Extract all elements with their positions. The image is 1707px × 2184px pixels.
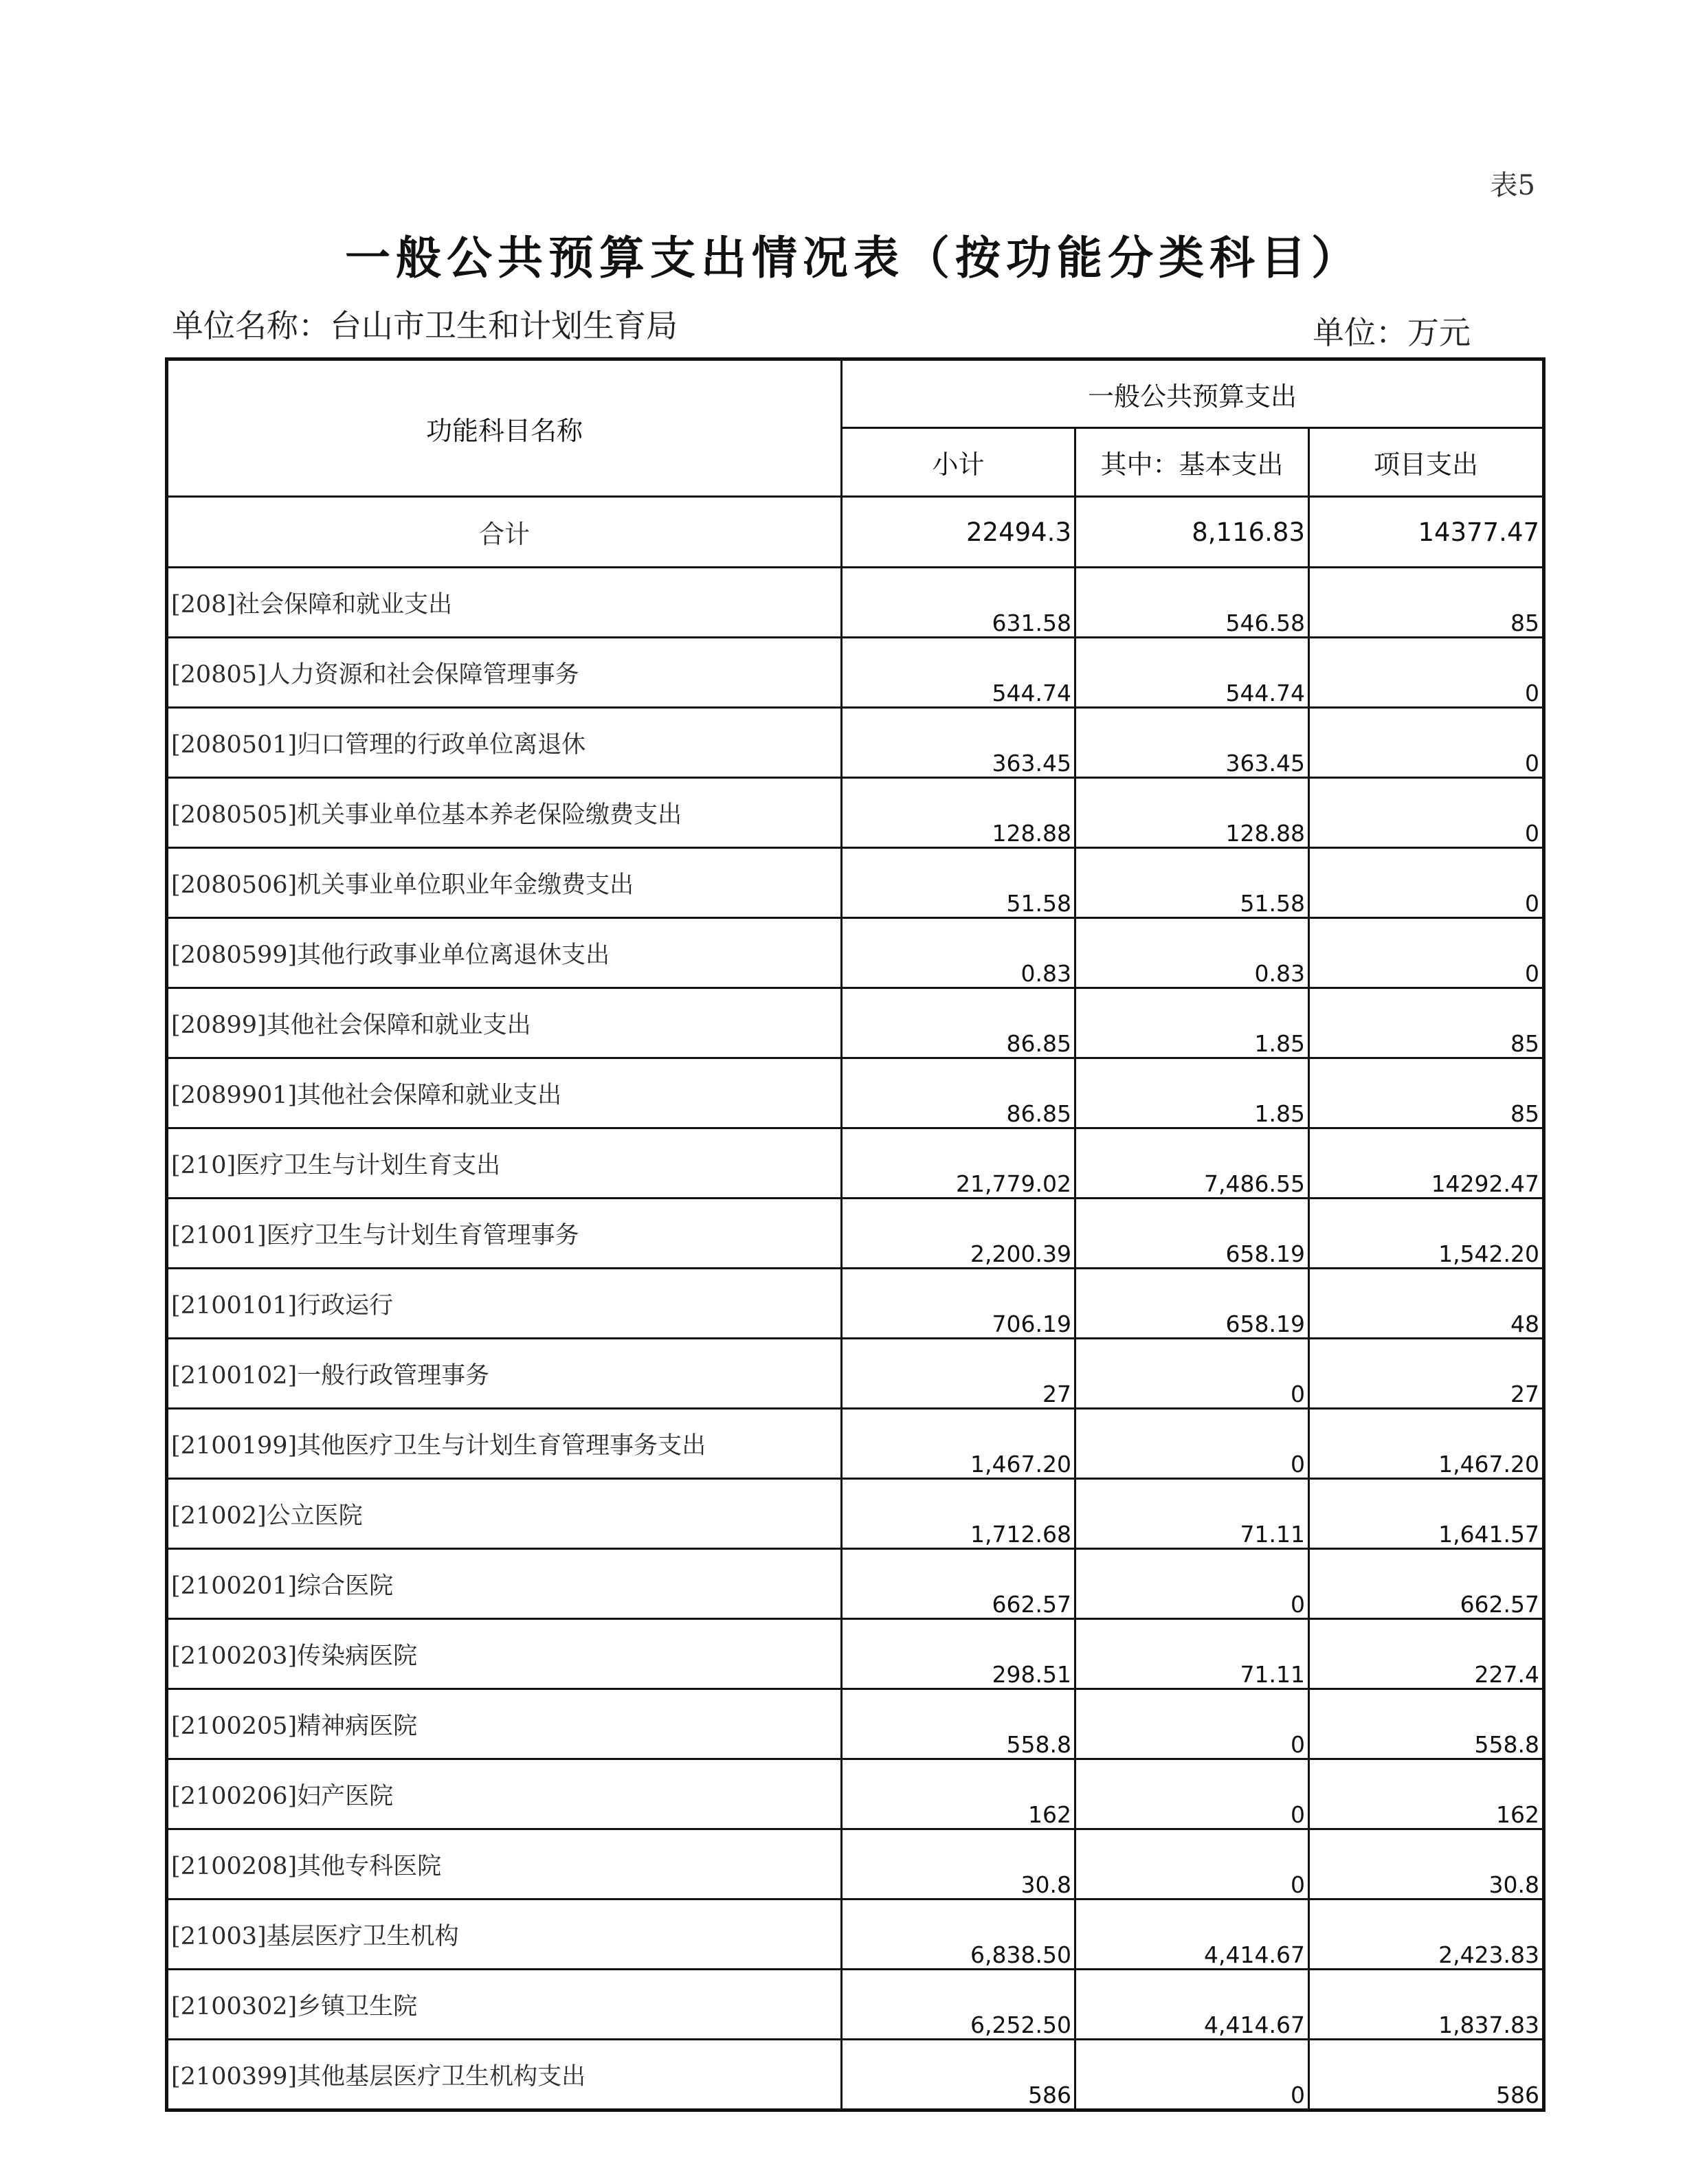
row-project: 0 <box>1309 918 1544 988</box>
table-row <box>167 1829 1544 1899</box>
row-basic: 7,486.55 <box>1075 1128 1309 1199</box>
row-project: 27 <box>1309 1339 1544 1409</box>
row-name: [2080501]归口管理的行政单位离退休 <box>167 708 842 778</box>
table-row <box>167 1199 1544 1269</box>
row-basic: 0 <box>1075 1829 1309 1899</box>
row-subtotal: 558.8 <box>842 1689 1075 1759</box>
row-subtotal: 86.85 <box>842 1058 1075 1128</box>
row-project: 0 <box>1309 778 1544 848</box>
row-subtotal: 6,838.50 <box>842 1899 1075 1970</box>
row-project: 30.8 <box>1309 1829 1544 1899</box>
row-name: [2080505]机关事业单位基本养老保险缴费支出 <box>167 778 842 848</box>
row-name: [21001]医疗卫生与计划生育管理事务 <box>167 1199 842 1269</box>
row-basic: 4,414.67 <box>1075 1970 1309 2040</box>
header-name: 功能科目名称 <box>167 359 842 497</box>
row-project: 586 <box>1309 2040 1544 2110</box>
row-name: [2100205]精神病医院 <box>167 1689 842 1759</box>
table-row <box>167 1970 1544 2040</box>
row-subtotal: 298.51 <box>842 1619 1075 1689</box>
row-subtotal: 706.19 <box>842 1269 1075 1339</box>
table-row <box>167 1619 1544 1689</box>
row-subtotal: 6,252.50 <box>842 1970 1075 2040</box>
row-basic: 658.19 <box>1075 1199 1309 1269</box>
table-row <box>167 638 1544 708</box>
row-basic: 0 <box>1075 1689 1309 1759</box>
table-row <box>167 1409 1544 1479</box>
row-basic: 71.11 <box>1075 1619 1309 1689</box>
row-subtotal: 631.58 <box>842 568 1075 638</box>
row-name: [21003]基层医疗卫生机构 <box>167 1899 842 1970</box>
row-name: [210]医疗卫生与计划生育支出 <box>167 1128 842 1199</box>
row-subtotal: 662.57 <box>842 1549 1075 1619</box>
total-project: 14377.47 <box>1309 497 1544 568</box>
table-row <box>167 1549 1544 1619</box>
row-name: [2100101]行政运行 <box>167 1269 842 1339</box>
row-basic: 658.19 <box>1075 1269 1309 1339</box>
table-row <box>167 778 1544 848</box>
row-subtotal: 128.88 <box>842 778 1075 848</box>
row-project: 162 <box>1309 1759 1544 1829</box>
table-number: 表5 <box>1490 170 1535 201</box>
table-row <box>167 1058 1544 1128</box>
row-basic: 51.58 <box>1075 848 1309 918</box>
row-name: [2100201]综合医院 <box>167 1549 842 1619</box>
row-project: 1,542.20 <box>1309 1199 1544 1269</box>
row-subtotal: 586 <box>842 2040 1075 2110</box>
row-basic: 1.85 <box>1075 1058 1309 1128</box>
row-project: 14292.47 <box>1309 1128 1544 1199</box>
unit-name: 单位名称：台山市卫生和计划生育局 <box>172 307 678 344</box>
table-row <box>167 2040 1544 2110</box>
row-subtotal: 51.58 <box>842 848 1075 918</box>
row-basic: 0 <box>1075 1549 1309 1619</box>
row-name: [2080506]机关事业单位职业年金缴费支出 <box>167 848 842 918</box>
total-label: 合计 <box>167 497 842 568</box>
table-row <box>167 1269 1544 1339</box>
row-project: 85 <box>1309 1058 1544 1128</box>
row-name: [2100399]其他基层医疗卫生机构支出 <box>167 2040 842 2110</box>
row-name: [2100102]一般行政管理事务 <box>167 1339 842 1409</box>
row-project: 85 <box>1309 988 1544 1058</box>
budget-table <box>165 357 1546 2112</box>
row-project: 227.4 <box>1309 1619 1544 1689</box>
row-basic: 0 <box>1075 2040 1309 2110</box>
table-row <box>167 848 1544 918</box>
table-row <box>167 988 1544 1058</box>
table-row <box>167 1759 1544 1829</box>
row-name: [2080599]其他行政事业单位离退休支出 <box>167 918 842 988</box>
total-basic: 8,116.83 <box>1075 497 1309 568</box>
row-project: 1,467.20 <box>1309 1409 1544 1479</box>
row-name: [208]社会保障和就业支出 <box>167 568 842 638</box>
row-basic: 544.74 <box>1075 638 1309 708</box>
total-subtotal: 22494.3 <box>842 497 1075 568</box>
row-subtotal: 21,779.02 <box>842 1128 1075 1199</box>
table-row <box>167 918 1544 988</box>
row-subtotal: 363.45 <box>842 708 1075 778</box>
row-basic: 4,414.67 <box>1075 1899 1309 1970</box>
row-subtotal: 544.74 <box>842 638 1075 708</box>
row-basic: 128.88 <box>1075 778 1309 848</box>
row-project: 2,423.83 <box>1309 1899 1544 1970</box>
table-row <box>167 1689 1544 1759</box>
unit-label: 单位：万元 <box>1313 314 1471 351</box>
row-basic: 1.85 <box>1075 988 1309 1058</box>
row-project: 85 <box>1309 568 1544 638</box>
table-row <box>167 1339 1544 1409</box>
header-project: 项目支出 <box>1309 428 1544 497</box>
row-project: 1,641.57 <box>1309 1479 1544 1549</box>
row-name: [20805]人力资源和社会保障管理事务 <box>167 638 842 708</box>
table-row <box>167 568 1544 638</box>
row-basic: 363.45 <box>1075 708 1309 778</box>
page-title: 一般公共预算支出情况表（按功能分类科目） <box>345 232 1362 285</box>
row-project: 662.57 <box>1309 1549 1544 1619</box>
row-project: 0 <box>1309 848 1544 918</box>
row-subtotal: 1,712.68 <box>842 1479 1075 1549</box>
table-row <box>167 708 1544 778</box>
row-name: [2100206]妇产医院 <box>167 1759 842 1829</box>
header-subtotal: 小计 <box>842 428 1075 497</box>
row-basic: 546.58 <box>1075 568 1309 638</box>
total-row <box>167 497 1544 568</box>
row-subtotal: 1,467.20 <box>842 1409 1075 1479</box>
row-name: [2100203]传染病医院 <box>167 1619 842 1689</box>
row-name: [2100199]其他医疗卫生与计划生育管理事务支出 <box>167 1409 842 1479</box>
row-project: 558.8 <box>1309 1689 1544 1759</box>
row-subtotal: 0.83 <box>842 918 1075 988</box>
row-name: [2100208]其他专科医院 <box>167 1829 842 1899</box>
table-row <box>167 1479 1544 1549</box>
row-project: 1,837.83 <box>1309 1970 1544 2040</box>
header-basic: 其中：基本支出 <box>1075 428 1309 497</box>
row-subtotal: 86.85 <box>842 988 1075 1058</box>
row-subtotal: 162 <box>842 1759 1075 1829</box>
row-basic: 0 <box>1075 1409 1309 1479</box>
row-name: [20899]其他社会保障和就业支出 <box>167 988 842 1058</box>
row-name: [2100302]乡镇卫生院 <box>167 1970 842 2040</box>
row-name: [21002]公立医院 <box>167 1479 842 1549</box>
row-basic: 0 <box>1075 1339 1309 1409</box>
row-project: 0 <box>1309 708 1544 778</box>
row-project: 48 <box>1309 1269 1544 1339</box>
row-subtotal: 2,200.39 <box>842 1199 1075 1269</box>
row-basic: 0.83 <box>1075 918 1309 988</box>
row-basic: 0 <box>1075 1759 1309 1829</box>
header-group: 一般公共预算支出 <box>842 359 1544 428</box>
row-subtotal: 30.8 <box>842 1829 1075 1899</box>
row-name: [2089901]其他社会保障和就业支出 <box>167 1058 842 1128</box>
row-subtotal: 27 <box>842 1339 1075 1409</box>
table-row <box>167 1899 1544 1970</box>
row-basic: 71.11 <box>1075 1479 1309 1549</box>
row-project: 0 <box>1309 638 1544 708</box>
table-row <box>167 1128 1544 1199</box>
